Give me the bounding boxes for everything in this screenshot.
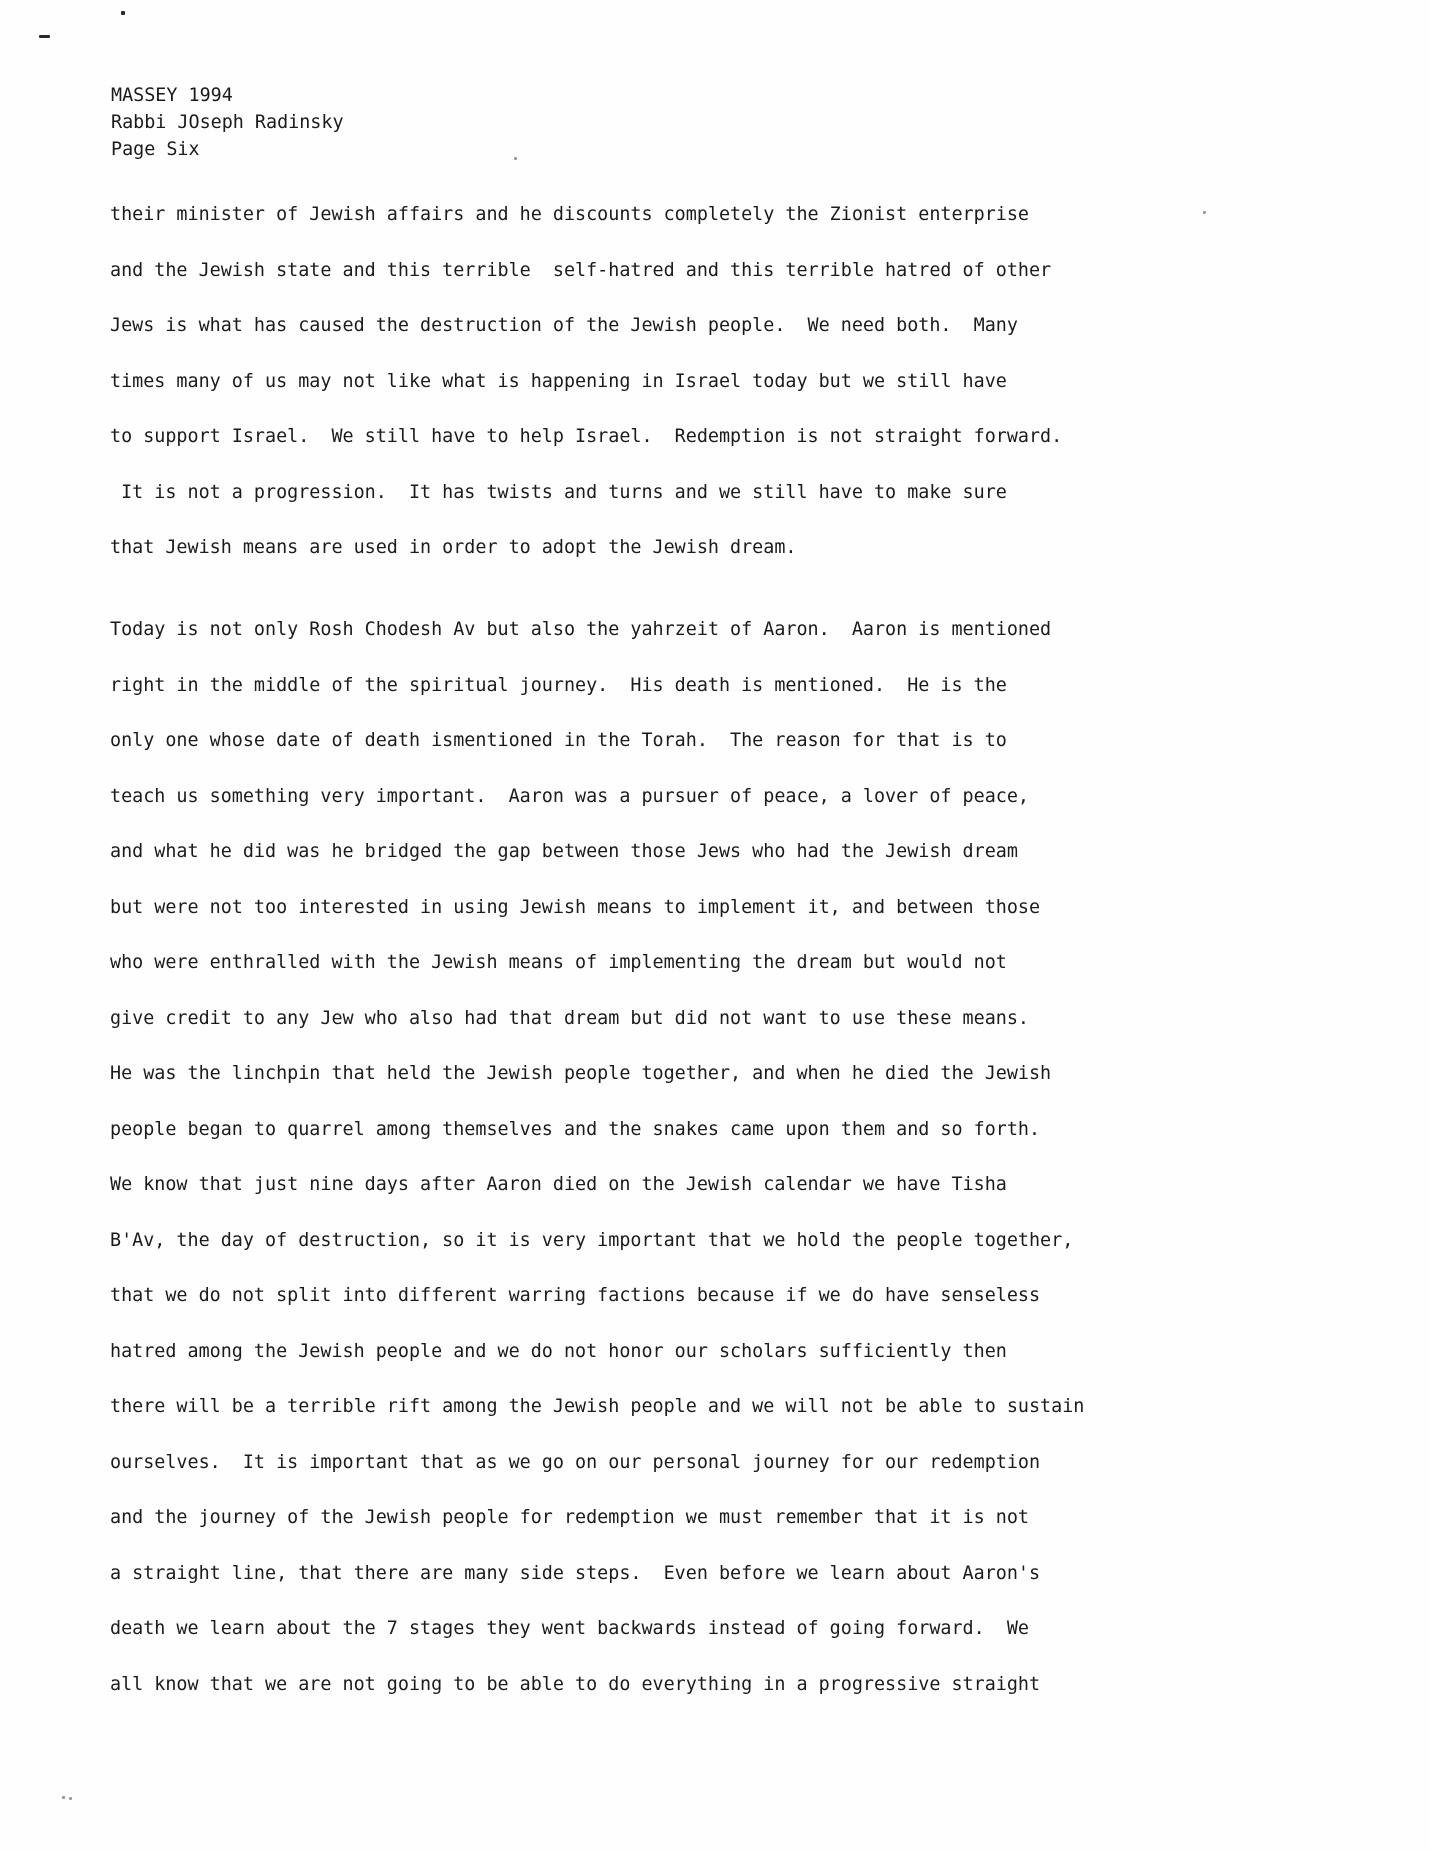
- text-line: teach us something very important. Aaron was a pursuer of peace, a lover of peace,: [110, 785, 1029, 807]
- header-line: Page Six: [111, 139, 200, 160]
- text-line: and the journey of the Jewish people for redemption we must remember that it is not: [110, 1507, 1029, 1528]
- text-line: right in the middle of the spiritual journey. His death is mentioned. He is the: [110, 674, 1007, 696]
- scan-speck-dash-left: [39, 35, 50, 38]
- text-line: all know that we are not going to be able to do everything in a progressive straight: [110, 1673, 1041, 1695]
- header-line: Rabbi JOseph Radinsky: [111, 112, 344, 133]
- scan-speck-dot-above-text: [514, 157, 517, 160]
- text-line: that we do not split into different warring factions because if we do have senseless: [110, 1285, 1041, 1306]
- text-line: B'Av, the day of destruction, so it is very important that we hold the people together,: [110, 1229, 1074, 1251]
- text-line: Jews is what has caused the destruction of the Jewish people. We need both. Many: [110, 315, 1018, 336]
- text-line: and the Jewish state and this terrible self-hatred and this terrible hatred of other: [110, 259, 1052, 281]
- text-line: who were enthralled with the Jewish means of implementing the dream but would not: [110, 952, 1007, 973]
- text-line: ourselves. It is important that as we go on our personal journey for our redemption: [110, 1451, 1041, 1473]
- text-line: death we learn about the 7 stages they went backwards instead of going forward. We: [110, 1618, 1029, 1639]
- paragraph-1: [110, 187, 1062, 576]
- text-line: but were not too interested in using Jewish means to implement it, and between those: [110, 896, 1041, 918]
- text-line: give credit to any Jew who also had that dream but did not want to use these means.: [110, 1007, 1029, 1029]
- text-line: hatred among the Jewish people and we do not honor our scholars sufficiently then: [110, 1340, 1007, 1362]
- scan-speck-dot-right-margin: [1203, 211, 1206, 214]
- document-header: [111, 82, 344, 163]
- scan-speck-dot-top: [121, 11, 125, 15]
- paragraph-2: [110, 602, 1084, 1712]
- text-line: a straight line, that there are many side steps. Even before we learn about Aaron's: [110, 1562, 1041, 1584]
- text-line: and what he did was he bridged the gap between those Jews who had the Jewish dream: [110, 841, 1018, 862]
- text-line: He was the linchpin that held the Jewish people together, and when he died the Jewish: [110, 1063, 1052, 1084]
- header-line: MASSEY 1994: [111, 85, 233, 106]
- text-line: to support Israel. We still have to help Israel. Redemption is not straight forward.: [110, 426, 1063, 447]
- text-line: people began to quarrel among themselves and the snakes came upon them and so forth.: [110, 1118, 1041, 1140]
- text-line: there will be a terrible rift among the Jewish people and we will not be able to sustain: [110, 1396, 1085, 1417]
- text-line: that Jewish means are used in order to adopt the Jewish dream.: [110, 537, 797, 558]
- text-line: times many of us may not like what is happening in Israel today but we still have: [110, 370, 1007, 392]
- scan-speck-dots-bottom-left-2: [69, 1797, 72, 1800]
- text-line: We know that just nine days after Aaron died on the Jewish calendar we have Tisha: [110, 1174, 1007, 1195]
- text-line: It is not a progression. It has twists and turns and we still have to make sure: [110, 481, 1007, 503]
- scan-speck-dots-bottom-left: [62, 1796, 65, 1799]
- text-line: their minister of Jewish affairs and he discounts completely the Zionist enterprise: [110, 204, 1029, 225]
- text-line: only one whose date of death ismentioned in the Torah. The reason for that is to: [110, 730, 1007, 751]
- text-line: Today is not only Rosh Chodesh Av but also the yahrzeit of Aaron. Aaron is mentioned: [110, 619, 1052, 640]
